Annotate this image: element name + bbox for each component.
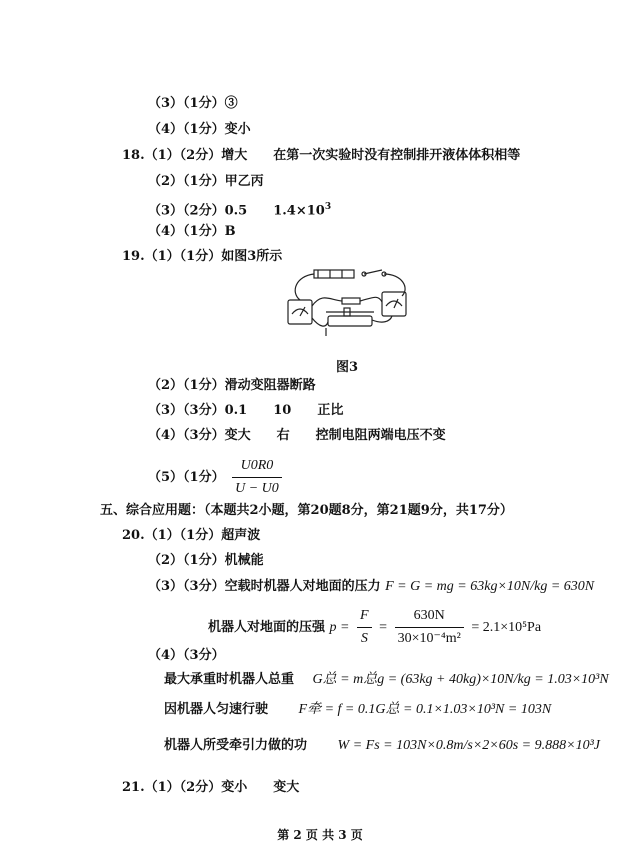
pressure-fraction-2 (395, 606, 464, 649)
q20-total-weight (164, 672, 609, 688)
q19-part3-c: 正比 (317, 403, 344, 418)
q17-part3: （3）（1分）③ (148, 96, 238, 111)
q19-part2: （2）（1分）滑动变阻器断路 (148, 378, 316, 393)
q21-part1 (122, 780, 299, 796)
uniform-formula: F牵 = f = 0.1G总 = 0.1×1.03×10³N = 103N (298, 702, 552, 717)
battery-box (314, 270, 354, 278)
pressure-den-2: 30×10⁻⁴m² (395, 627, 464, 649)
q20-part3-text: （3）（3分）空载时机器人对地面的压力 (148, 579, 381, 594)
q18-part3 (148, 199, 331, 219)
pressure-num-2: 630N (413, 608, 445, 623)
total-text: 最大承重时机器人总重 (164, 672, 295, 687)
switch (364, 270, 382, 274)
pressure-result: = 2.1×10⁵Pa (471, 620, 542, 635)
q20-pressure: 机器人对地面的压强 p = $\frac{F}{S}$ = $\frac{630N}{\text{30×10⁻⁴m²}}$ = 2.1×10⁵Pa (208, 606, 541, 649)
ammeter (288, 300, 312, 324)
q19-part3-a: （3）（3分）0.1 (148, 403, 248, 418)
q20-work (164, 738, 600, 754)
pressure-text: 机器人对地面的压强 (208, 620, 326, 635)
pressure-lhs: p = (329, 620, 350, 635)
pressure-den-1: S (357, 627, 372, 649)
q21-head: 21.（1）（2分）变小 (122, 780, 248, 795)
resistor (342, 298, 360, 304)
q18-head: 18.（1）（2分）增大 (122, 148, 248, 163)
q19-part4-c: 控制电阻两端电压不变 (315, 428, 446, 443)
q19-part4 (148, 428, 446, 444)
q18-part4: （4）（1分）B (148, 224, 236, 239)
q18-part3-a: （3）（2分）0.5 (148, 203, 248, 219)
q18-part3-b: 1.4×10 (273, 203, 325, 219)
uniform-text: 因机器人匀速行驶 (164, 702, 269, 717)
fraction-numerator: U0R0 (240, 458, 274, 473)
q18-part2: （2）（1分）甲乙丙 (148, 174, 264, 189)
q18-part1 (122, 148, 520, 164)
rheostat (328, 316, 372, 326)
q19-part5-label: （5）（1分） (148, 470, 225, 485)
work-formula: W = Fs = 103N×0.8m/s×2×60s = 9.888×10³J (337, 738, 600, 753)
q19-part5 (148, 456, 285, 499)
q20-part4: （4）（3分） (148, 648, 225, 663)
fraction-denominator: U − U0 (232, 477, 282, 499)
q20-part2: （2）（1分）机械能 (148, 553, 264, 568)
q20-part3-formula: F = G = mg = 63kg×10N/kg = 630N (385, 579, 595, 594)
q18-part3-b-exp: 3 (324, 202, 332, 212)
q19-part5-fraction (232, 456, 282, 499)
section5-title: 五、综合应用题：（本题共2小题，第20题8分，第21题9分，共17分） (100, 503, 513, 518)
q20-part1: 20.（1）（1分）超声波 (122, 528, 261, 543)
q19-part4-a: （4）（3分）变大 (148, 428, 251, 443)
q19-part3-b: 10 (273, 403, 292, 418)
work-text: 机器人所受牵引力做的功 (164, 738, 308, 753)
q19-part1: 19.（1）（1分）如图3所示 (122, 249, 283, 264)
q19-part4-b: 右 (276, 428, 290, 443)
q18-part1-explanation: 在第一次实验时没有控制排开液体体积相等 (273, 148, 521, 163)
q20-uniform-motion (164, 702, 551, 718)
total-formula: G总 = m总g = (63kg + 40kg)×10N/kg = 1.03×10³N (312, 672, 609, 687)
q21-part1-b: 变大 (273, 780, 300, 795)
pressure-fraction-1 (357, 606, 372, 649)
q19-part3 (148, 403, 343, 419)
page-footer: 第 2 页 共 3 页 (277, 828, 363, 842)
q17-part4: （4）（1分）变小 (148, 122, 251, 137)
q20-part3 (148, 579, 594, 595)
figure-caption: 图3 (336, 360, 359, 375)
pressure-num-1: F (360, 608, 369, 623)
circuit-figure (282, 262, 414, 344)
